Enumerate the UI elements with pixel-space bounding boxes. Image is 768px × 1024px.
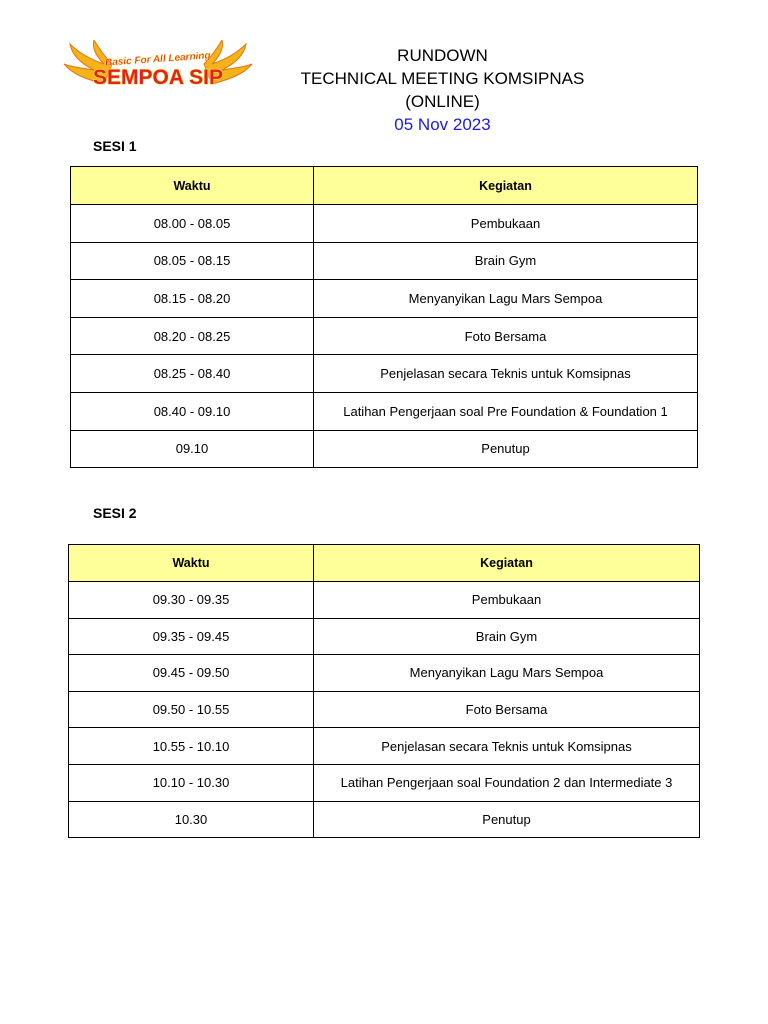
table-row (69, 801, 700, 838)
session-2-table (68, 544, 700, 838)
time-cell: 08.20 - 08.25 (71, 317, 314, 355)
activity-cell: Pembukaan (314, 205, 698, 243)
activity-cell: Menyanyikan Lagu Mars Sempoa (314, 655, 700, 692)
time-cell: 09.35 - 09.45 (69, 618, 314, 655)
time-cell: 08.25 - 08.40 (71, 355, 314, 393)
time-cell: 08.15 - 08.20 (71, 280, 314, 318)
column-header-waktu: Waktu (69, 545, 314, 582)
time-cell: 09.50 - 10.55 (69, 691, 314, 728)
activity-cell: Foto Bersama (314, 691, 700, 728)
column-header-kegiatan: Kegiatan (314, 545, 700, 582)
activity-cell: Menyanyikan Lagu Mars Sempoa (314, 280, 698, 318)
table-row (71, 280, 698, 318)
logo-brand: SEMPOA SIP (93, 66, 223, 89)
activity-cell: Penjelasan secara Teknis untuk Komsipnas (314, 728, 700, 765)
activity-cell: Brain Gym (314, 242, 698, 280)
table-row (69, 691, 700, 728)
table-row (69, 582, 700, 619)
sempoa-sip-logo (60, 40, 256, 102)
time-cell: 09.30 - 09.35 (69, 582, 314, 619)
time-cell: 09.45 - 09.50 (69, 655, 314, 692)
time-cell: 08.00 - 08.05 (71, 205, 314, 243)
session-1-table (70, 166, 698, 468)
activity-cell: Foto Bersama (314, 317, 698, 355)
table-row (71, 242, 698, 280)
table-header-row (69, 545, 700, 582)
title-line-event: TECHNICAL MEETING KOMSIPNAS (ONLINE) (300, 69, 585, 111)
table-row (69, 764, 700, 801)
table-row (69, 618, 700, 655)
activity-cell: Pembukaan (314, 582, 700, 619)
table-header-row (71, 167, 698, 205)
title-line-rundown: RUNDOWN (397, 46, 488, 65)
logo-tagline: Basic For All Learning (104, 50, 211, 69)
time-cell: 10.55 - 10.10 (69, 728, 314, 765)
activity-cell: Penjelasan secara Teknis untuk Komsipnas (314, 355, 698, 393)
activity-cell: Latihan Pengerjaan soal Foundation 2 dan Intermediate 3 (314, 764, 700, 801)
session-1-label: SESI 1 (93, 138, 137, 154)
event-date: 05 Nov 2023 (394, 115, 491, 134)
time-cell: 08.05 - 08.15 (71, 242, 314, 280)
activity-cell: Brain Gym (314, 618, 700, 655)
table-row (71, 205, 698, 243)
time-cell: 08.40 - 09.10 (71, 392, 314, 430)
column-header-waktu: Waktu (71, 167, 314, 205)
time-cell: 09.10 (71, 430, 314, 468)
time-cell: 10.10 - 10.30 (69, 764, 314, 801)
activity-cell: Penutup (314, 430, 698, 468)
time-cell: 10.30 (69, 801, 314, 838)
session-2-label: SESI 2 (93, 505, 137, 521)
table-row (71, 392, 698, 430)
column-header-kegiatan: Kegiatan (314, 167, 698, 205)
activity-cell: Latihan Pengerjaan soal Pre Foundation & Foundation 1 (314, 392, 698, 430)
table-row (69, 728, 700, 765)
table-row (71, 317, 698, 355)
activity-cell: Penutup (314, 801, 700, 838)
table-row (71, 355, 698, 393)
table-row (71, 430, 698, 468)
table-row (69, 655, 700, 692)
document-title (270, 44, 615, 136)
